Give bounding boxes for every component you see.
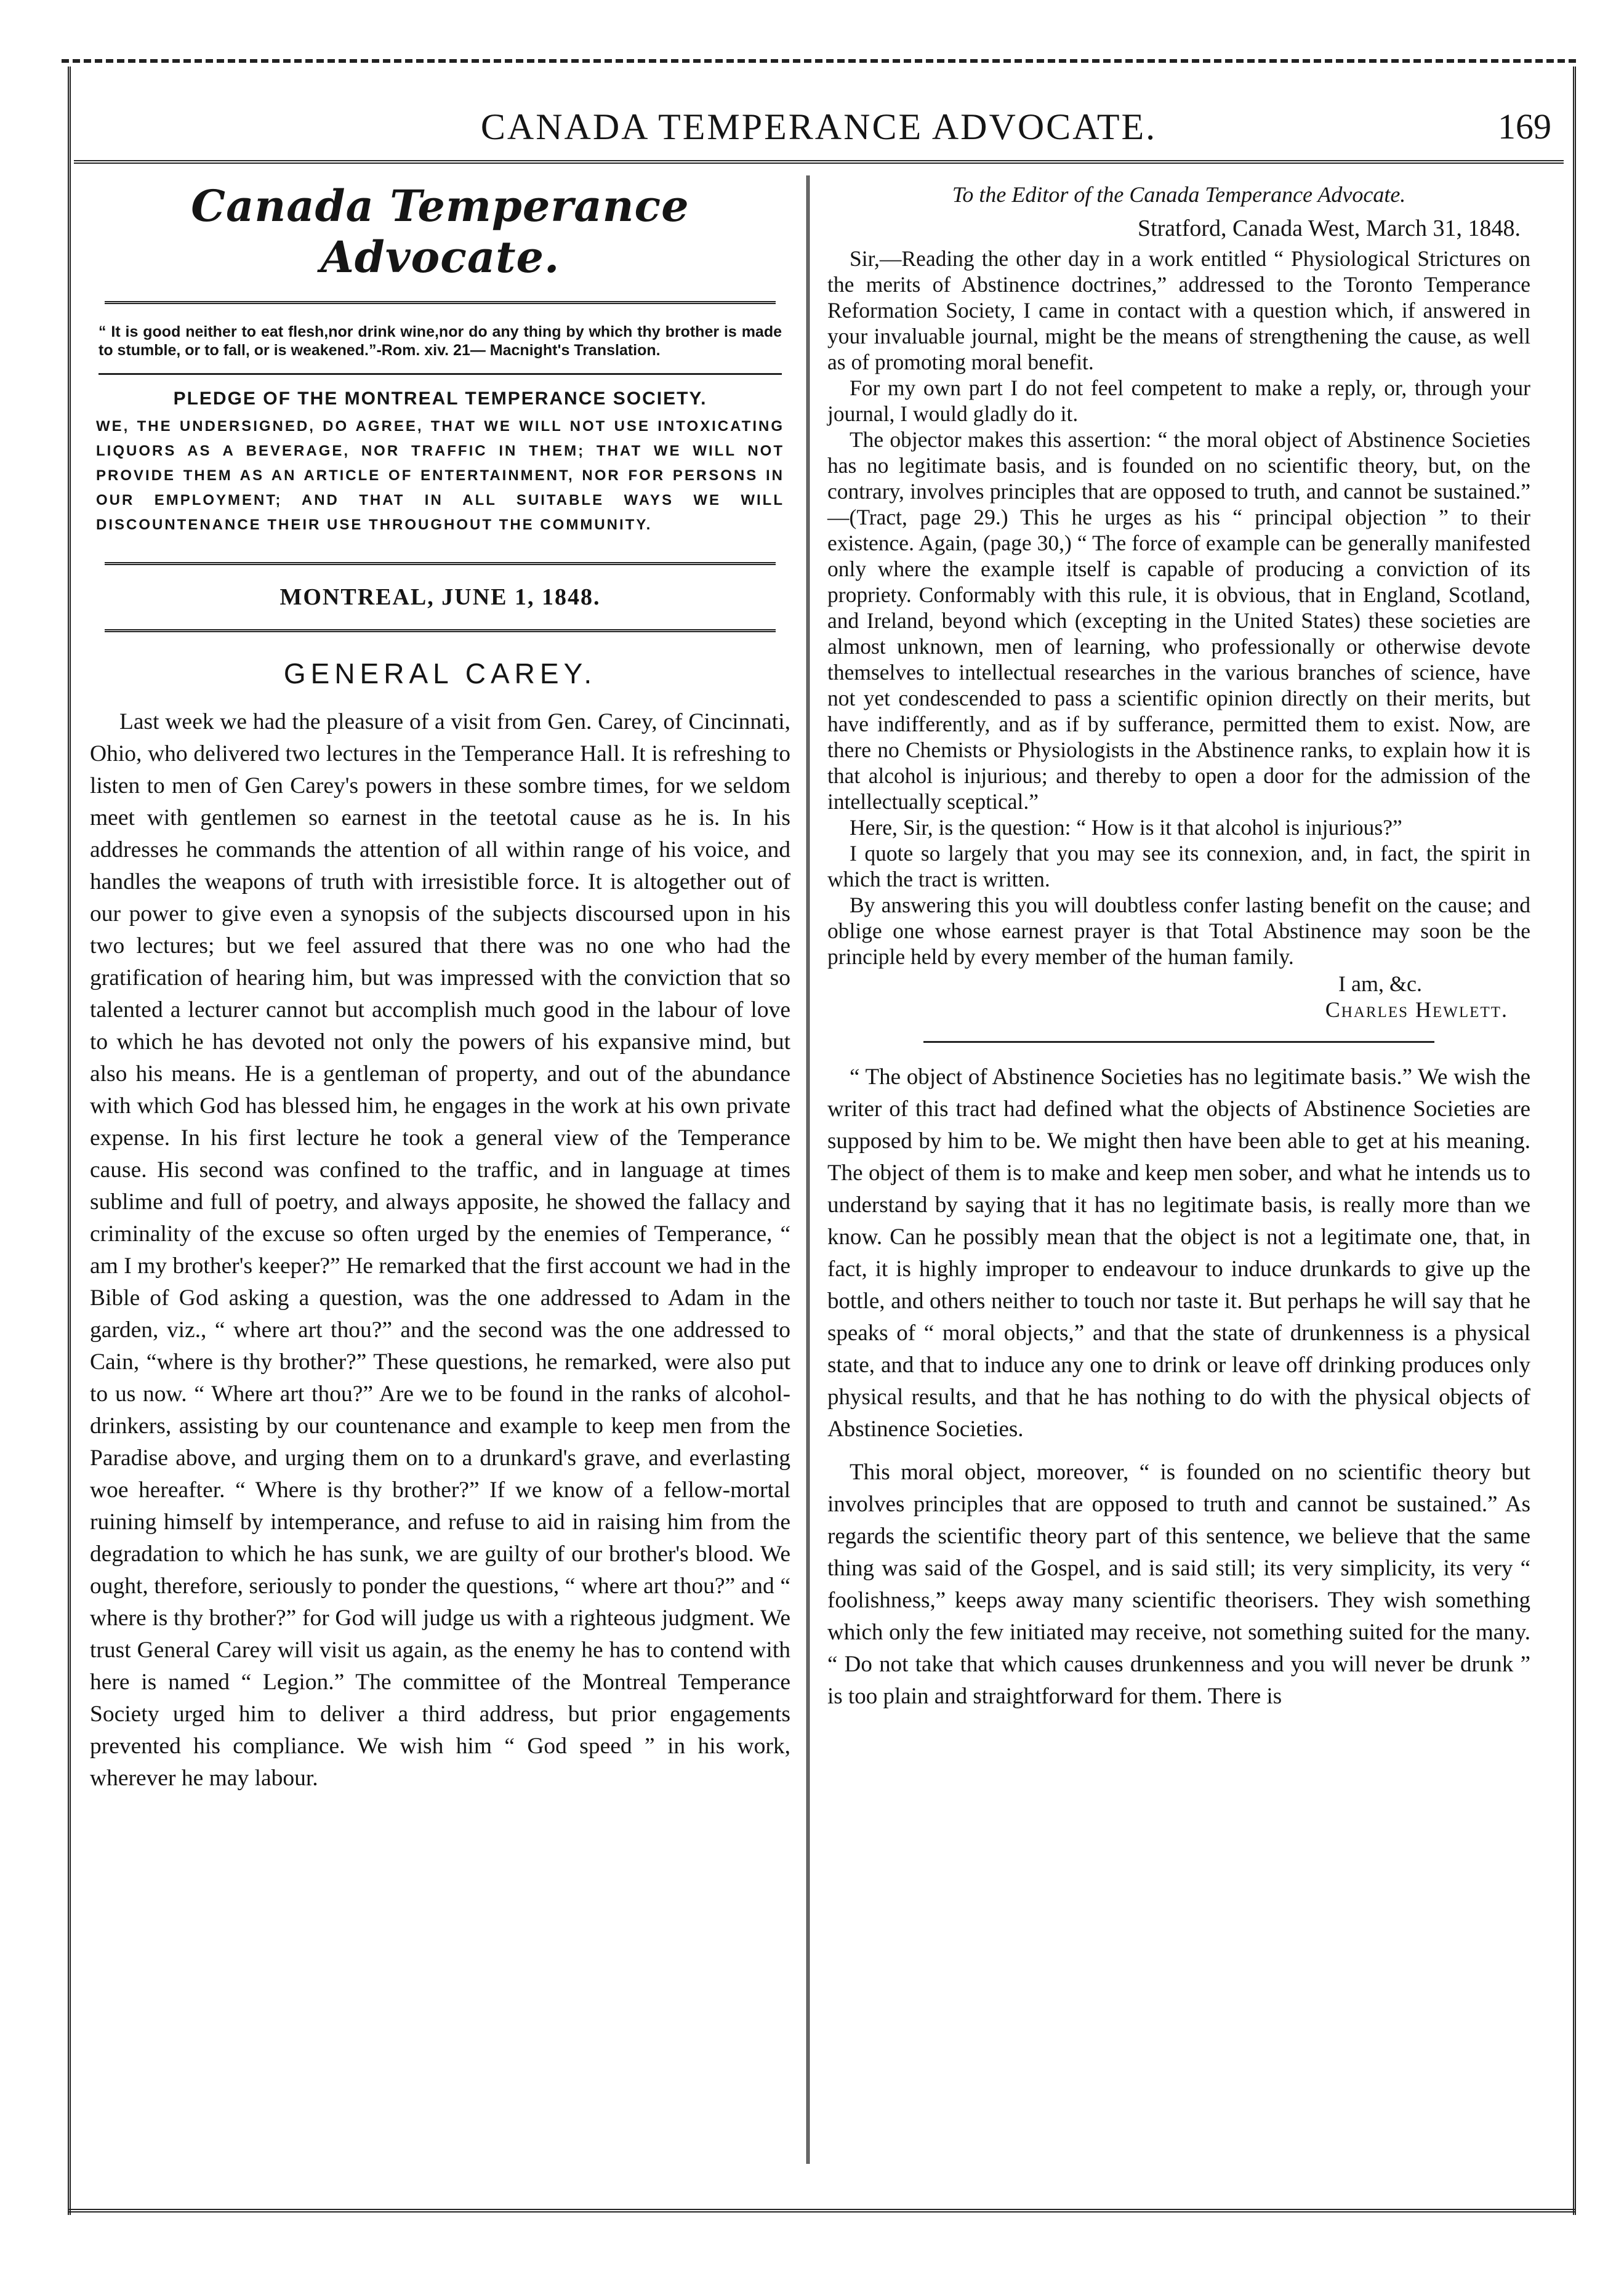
running-head: [74, 92, 1564, 164]
editorial-paragraph: “ The object of Abstinence Societies has no legitimate basis.” We wish the writer of this tract had defined what the objects of Abstinence Societies are supposed by him to be. We might then have been able to get at his meaning. The object of them is to make and keep men sober, and what he intends us to understand by saying that it has no legitimate basis, is really more than we know. Can he possibly mean that the object is not a legitimate one, that, in fact, it is highly improper to endeavour to induce drunkards to give up the bottle, and others neither to touch nor taste it. But perhaps he will say that he speaks of “ moral objects,” and that the state of drunkenness is a physical state, and that to induce any one to drink or leave off drinking produces only physical results, and that he has nothing to do with the physical objects of Abstinence Societies.: [827, 1064, 1530, 1442]
letter-paragraph: The objector makes this assertion: “ the moral object of Abstinence Societies has no legitimate basis, and is founded on no scientific theory, but, on the contrary, involves principles that are opposed to truth, and cannot be sustained.” —(Tract, page 29.) This he urges as his “ principal objection ” to their existence. Again, (page 30,) “ The force of example can be generally manifested only where the example itself is capable of producing a conviction of its propriety. Conformably with this rule, it is obvious, that in England, Scotland, and Ireland, beyond which (excepting in the United States) these societies are almost unknown, men of learning, who professionally or otherwise devote themselves to intellectual researches in the various branches of science, have not yet condescended to pass a scientific opinion directly on their merits, but have indifferently, and as if by sufferance, permitted them to exist. Now, are there no Chemists or Physiologists in the Abstinence ranks, to explain how it is that alcohol is injurious; and thereby to open a door for the admission of the intellectually sceptical.”: [827, 427, 1530, 814]
editorial-paragraph: This moral object, moreover, “ is founded on no scientific theory but involves principles that are opposed to truth and cannot be sustained.” As regards the scientific theory part of this sentence, we believe that the same thing was said of the Gospel, and is said still; its very simplicity, its very “ foolishness,” keeps away many scientific theorisers. They wish something which only the few initiated may receive, not something suited for the many. “ Do not take that which causes drunkenness and you will never be drunk ” is too plain and straightforward for them. There is: [827, 1460, 1530, 1709]
editorial-body: [827, 1061, 1530, 1713]
pledge-title: PLEDGE OF THE MONTREAL TEMPERANCE SOCIETY.: [173, 388, 707, 409]
running-title: CANADA TEMPERANCE ADVOCATE.: [480, 107, 1157, 147]
letter-closing: I am, &c.: [1338, 971, 1422, 996]
dateline: MONTREAL, JUNE 1, 1848.: [279, 584, 601, 610]
epigraph: “ It is good neither to eat flesh,nor drink wine,nor do any thing by which thy brother is made to stumble, or to fall, or is weakened.”-Rom. xiv. 21— Macnight's Translation.: [98, 323, 782, 359]
letter-paragraph: By answering this you will doubtless confer lasting benefit on the cause; and oblige one whose earnest prayer is that Total Abstinence may soon be the principle held by every member of the human family.: [827, 893, 1530, 969]
letter-paragraph: For my own part I do not feel competent to make a reply, or, through your journal, I would gladly do it.: [827, 376, 1530, 426]
letter-paragraph: Here, Sir, is the question: “ How is it that alcohol is injurious?”: [850, 815, 1402, 840]
letter-end-rule: [923, 1041, 1434, 1043]
letter-paragraph: Sir,—Reading the other day in a work entitled “ Physiological Strictures on the merits of Abstinence doctrines,” addressed to the Toronto Temperance Reformation Society, I came in contact with a question which, if answered in your invaluable journal, might be the means of strengthening the cause, as well as of promoting moral benefit.: [827, 246, 1530, 374]
masthead: Canada Temperance Advocate.: [191, 180, 689, 283]
dateline-rule: [105, 629, 776, 632]
left-column: [86, 175, 794, 1795]
letter-paragraph: I quote so largely that you may see its connexion, and, in fact, the spirit in which the tract is written.: [827, 841, 1530, 891]
letter-body: [827, 246, 1530, 970]
epigraph-rule: [98, 373, 782, 375]
article-paragraph: Last week we had the pleasure of a visit from Gen. Carey, of Cincinnati, Ohio, who delivered two lectures in the Temperance Hall. It is refreshing to listen to men of Gen Carey's powers in these sombre times, for we seldom meet with gentlemen so earnest in the teetotal cause as he is. In his addresses he commands the attention of all within range of his voice, and handles the weapons of truth with irresistible force. It is altogether out of our power to give even a synopsis of the subjects discoursed upon in his two lectures; but we feel assured that there was no one who had the gratification of hearing him, but was impressed with the conviction that so talented a lecturer cannot but accomplish much good in the labour of love to which he has devoted not only the powers of his expansive mind, but also his means. He is a gentleman of property, and out of the abundance with which God has blessed him, he engages in the work at his own private expense. In his first lecture he took a general view of the Temperance cause. His second was confined to the traffic, and in language at times sublime and full of poetry, and always apposite, he showed the fallacy and criminality of the excuse so often urged by the enemies of Temperance, “ am I my brother's keeper?” He remarked that the first account we had in the Bible of God asking a question, was the one addressed to Adam in the garden, viz., “ where art thou?” and the second was the one addressed to Cain, “where is thy brother?” These questions, he remarked, were also put to us now. “ Where art thou?” Are we to be found in the ranks of alcohol-drinkers, assisting by our countenance and example to keep men from the Paradise above, and urging them on to a drunkard's grave, and everlasting woe hereafter. “ Where is thy brother?” If we know of a fellow-mortal ruining himself by intemperance, and refuse to aid in raising him from the degradation to which he has sunk, we are guilty of our brother's blood. We ought, therefore, seriously to ponder the questions, “ where art thou?” and “ where is thy brother?” for God will judge us with a righteous judgment. We trust General Carey will visit us again, as the enemy he has to contend with here is named “ Legion.” The committee of the Montreal Temperance Society urged him to deliver a third address, but prior engagements prevented his compliance. We wish him “ God speed ” in his work, wherever he may labour.: [90, 709, 790, 1791]
letter-heading: To the Editor of the Canada Temperance Advocate.: [952, 182, 1406, 207]
article-title: GENERAL CAREY.: [283, 657, 597, 689]
letter-signature: Charles Hewlett.: [1325, 997, 1508, 1022]
page-number: 169: [1498, 107, 1551, 147]
right-column: [825, 175, 1533, 1724]
top-border-rule: [62, 59, 1576, 63]
letter-dateline: Stratford, Canada West, March 31, 1848.: [1137, 215, 1521, 241]
article-body: [90, 706, 790, 1795]
column-divider: [806, 175, 810, 2164]
masthead-rule: [105, 301, 776, 304]
pledge-text: WE, THE UNDERSIGNED, DO AGREE, THAT WE WILL NOT USE INTOXICATING LIQUORS AS A BEVERAGE, NOR TRAFFIC IN THEM; THAT WE WILL NOT PROVIDE THEM AS AN ARTICLE OF ENTERTAINMENT, NOR FOR PERSONS IN OUR EMPLOYMENT; AND THAT IN ALL SUITABLE WAYS WE WILL DISCOUNTENANCE THEIR USE THROUGHOUT THE COMMUNITY.: [96, 418, 784, 533]
bottom-border-rule: [68, 2209, 1576, 2213]
pledge-rule: [105, 562, 776, 565]
